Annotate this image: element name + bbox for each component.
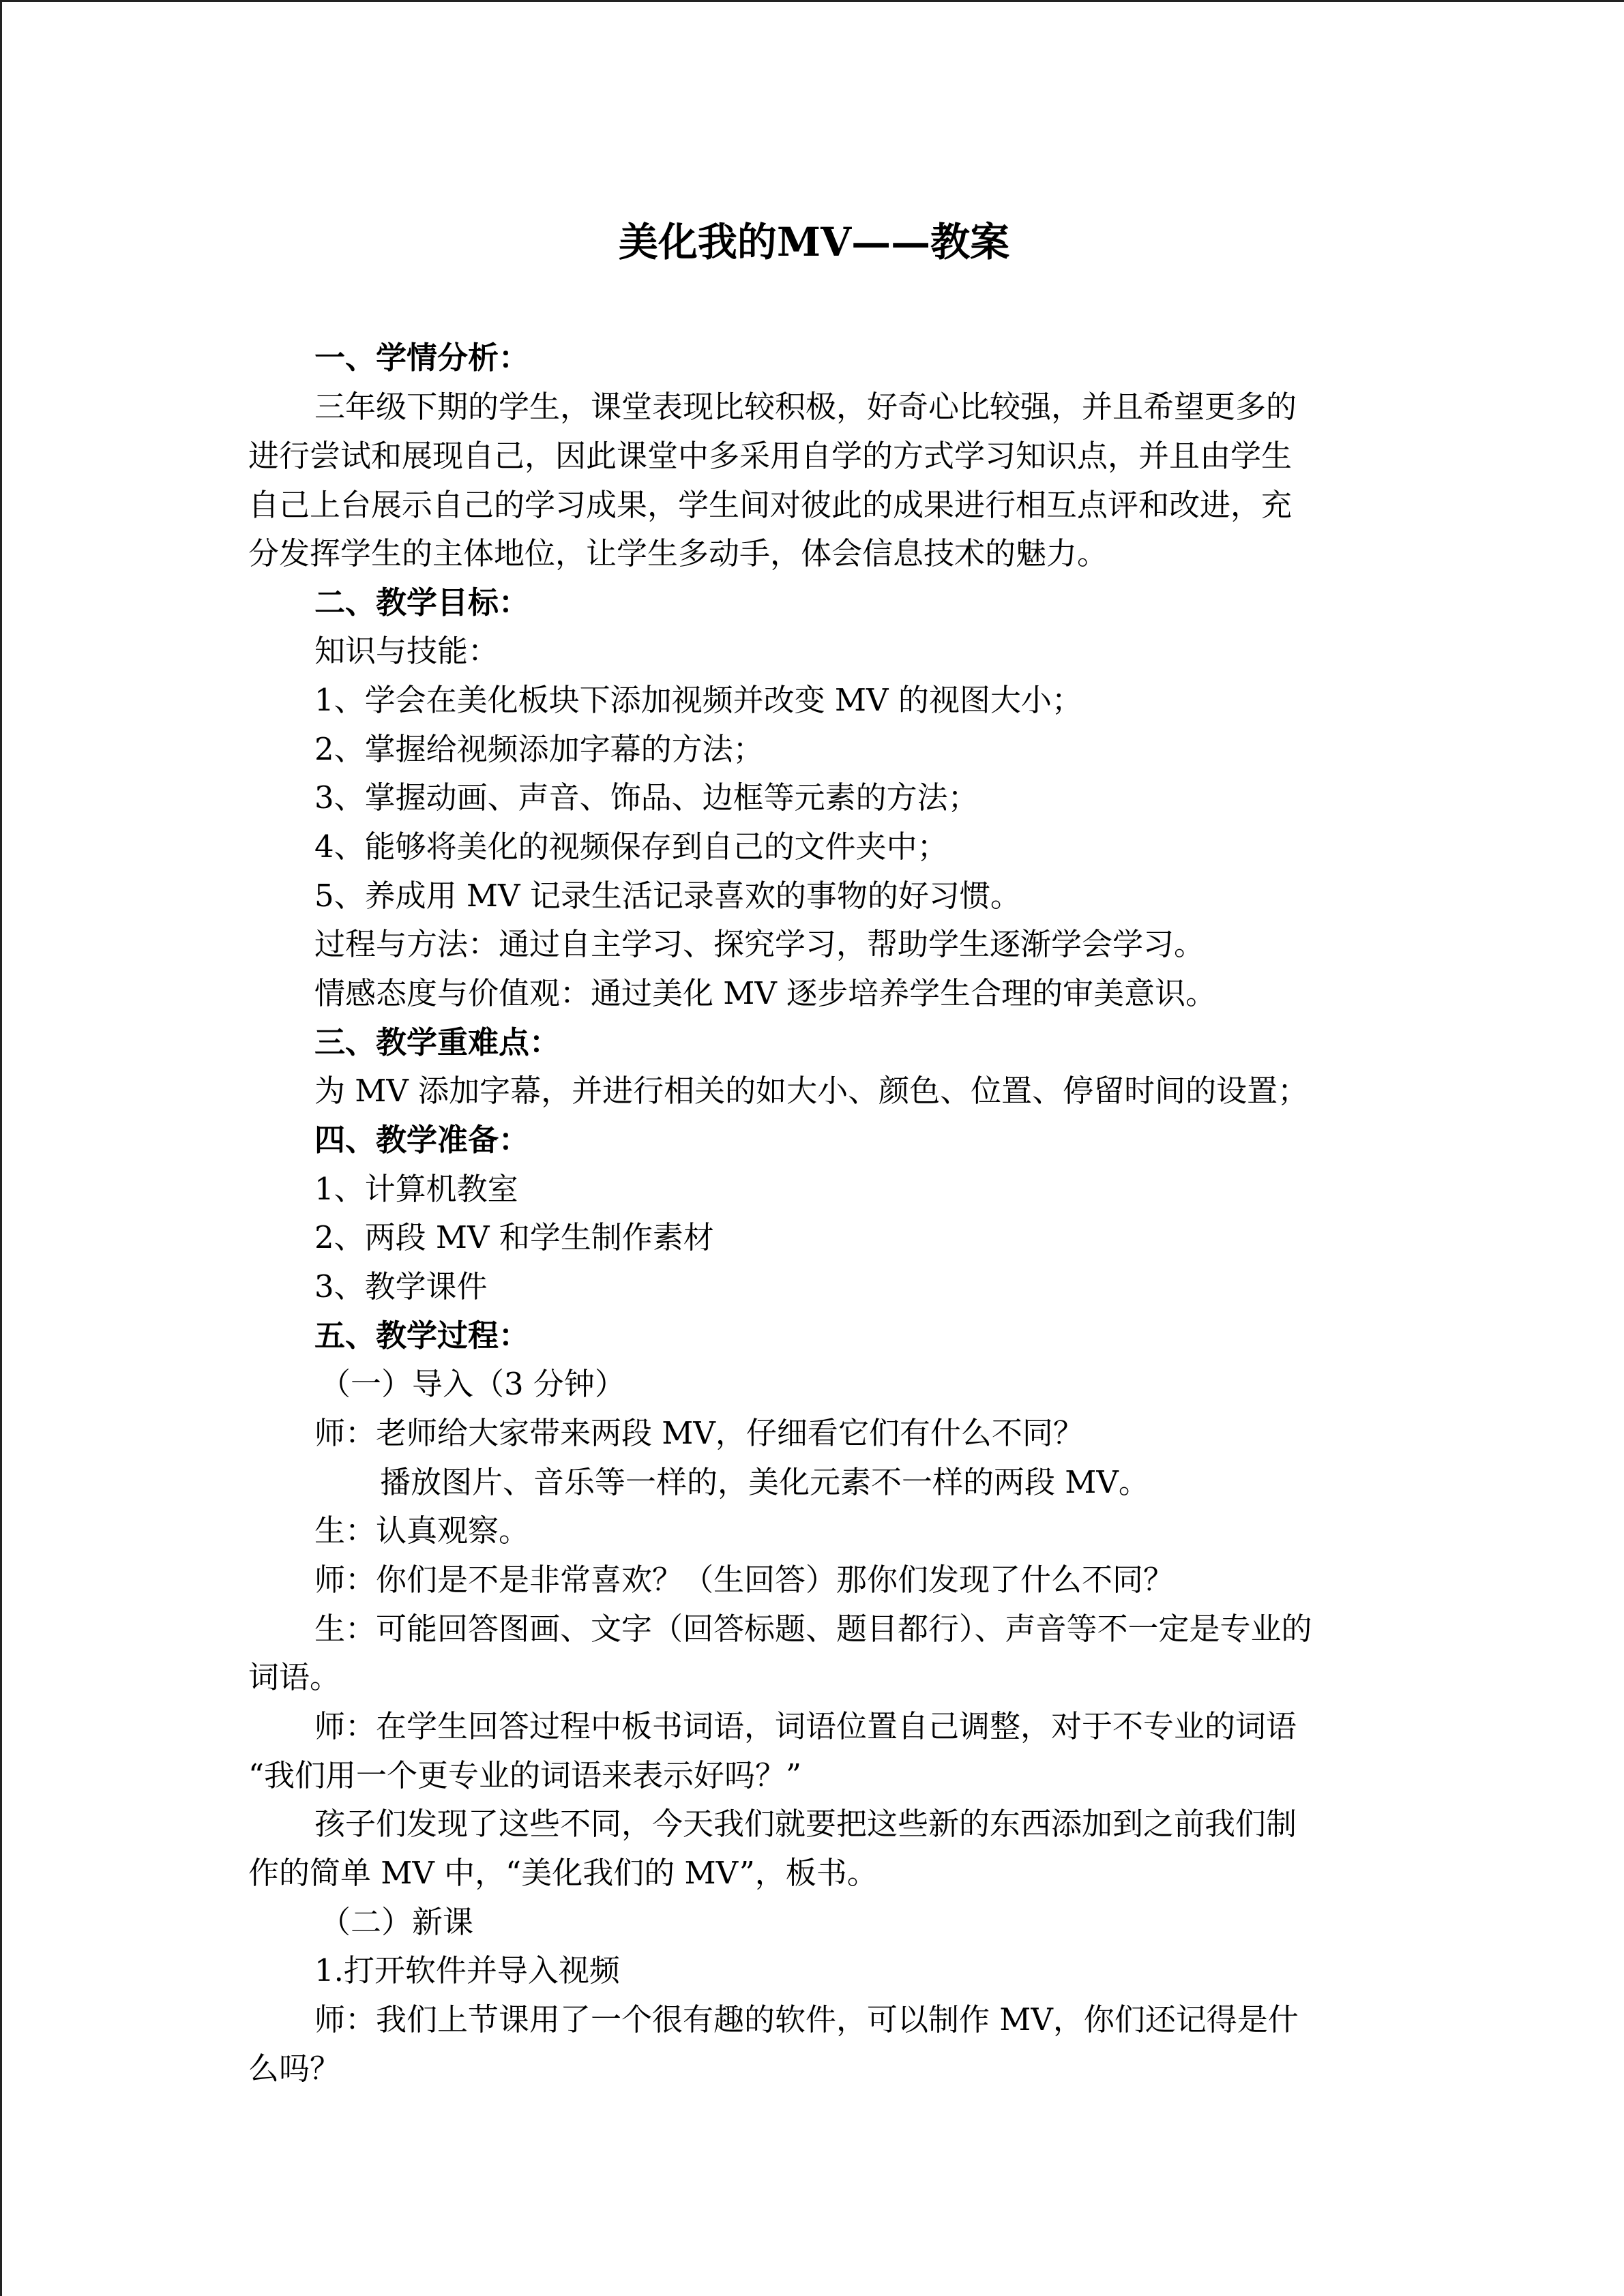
list-item: 5、养成用 MV 记录生活记录喜欢的事物的好习惯。: [314, 878, 1021, 914]
section-heading-preparation: 四、教学准备：: [314, 1122, 530, 1158]
paragraph-line: 作的简单 MV 中，“美化我们的 MV”，板书。: [248, 1855, 878, 1891]
subsection-heading: （一）导入（3 分钟）: [320, 1366, 625, 1402]
list-item: 4、能够将美化的视频保存到自己的文件夹中；: [314, 829, 948, 865]
section-heading-process: 五、教学过程：: [314, 1317, 530, 1354]
section-heading-analysis: 一、学情分析：: [314, 340, 530, 376]
list-item: 2、掌握给视频添加字幕的方法；: [314, 731, 764, 767]
paragraph-line: 孩子们发现了这些不同，今天我们就要把这些新的东西添加到之前我们制: [314, 1806, 1297, 1842]
section-heading-key-points: 三、教学重难点：: [314, 1024, 561, 1060]
list-item: 3、教学课件: [314, 1268, 488, 1304]
list-item: 3、掌握动画、声音、饰品、边框等元素的方法；: [314, 779, 979, 816]
paragraph-line: 播放图片、音乐等一样的，美化元素不一样的两段 MV。: [380, 1464, 1149, 1500]
list-item: 2、两段 MV 和学生制作素材: [314, 1219, 714, 1255]
list-item: 1、计算机教室: [314, 1171, 518, 1207]
list-item: 1、学会在美化板块下添加视频并改变 MV 的视图大小；: [314, 682, 1082, 718]
paragraph-line: 知识与技能：: [314, 633, 499, 669]
document-title: 美化我的MV——教案: [618, 219, 1010, 265]
paragraph-line: 三年级下期的学生，课堂表现比较积极，好奇心比较强，并且希望更多的: [314, 389, 1297, 425]
section-heading-goals: 二、教学目标：: [314, 584, 530, 621]
paragraph-line: 词语。: [248, 1659, 341, 1695]
paragraph-line: 么吗？: [248, 2051, 341, 2087]
paragraph-line: 过程与方法：通过自主学习、探究学习，帮助学生逐渐学会学习。: [314, 926, 1205, 962]
paragraph-line: 师：老师给大家带来两段 MV，仔细看它们有什么不同？: [314, 1415, 1084, 1451]
paragraph-line: 进行尝试和展现自己，因此课堂中多采用自学的方式学习知识点，并且由学生: [248, 438, 1293, 474]
paragraph-line: 师：你们是不是非常喜欢？（生回答）那你们发现了什么不同？: [314, 1562, 1175, 1598]
paragraph-line: 1.打开软件并导入视频: [314, 1952, 620, 1988]
paragraph-line: 师：在学生回答过程中板书词语，词语位置自己调整，对于不专业的词语: [314, 1708, 1297, 1744]
paragraph-line: 生：认真观察。: [314, 1512, 530, 1549]
subsection-heading: （二）新课: [320, 1904, 474, 1940]
paragraph-line: 分发挥学生的主体地位，让学生多动手，体会信息技术的魅力。: [248, 535, 1108, 571]
paragraph-line: 生：可能回答图画、文字（回答标题、题目都行）、声音等不一定是专业的: [314, 1611, 1312, 1647]
paragraph-line: 为 MV 添加字幕，并进行相关的如大小、颜色、位置、停留时间的设置；: [314, 1073, 1309, 1109]
paragraph-line: 情感态度与价值观：通过美化 MV 逐步培养学生合理的审美意识。: [314, 975, 1217, 1011]
paragraph-line: 师：我们上节课用了一个很有趣的软件，可以制作 MV，你们还记得是什: [314, 2001, 1299, 2038]
paragraph-line: 自己上台展示自己的学习成果，学生间对彼此的成果进行相互点评和改进，充: [248, 487, 1293, 523]
paragraph-line: “我们用一个更专业的词语来表示好吗？”: [248, 1757, 802, 1793]
